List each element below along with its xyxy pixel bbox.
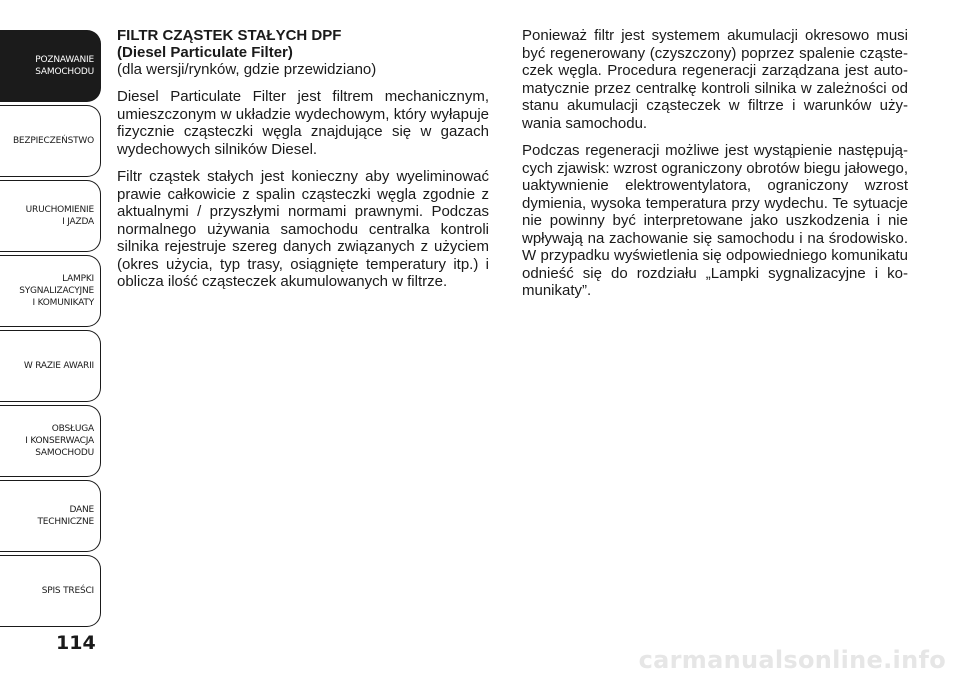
tab-obsluga-i-konserwacja[interactable]: OBSŁUGA I KONSERWACJA SAMOCHODU — [0, 405, 101, 477]
tab-bezpieczenstwo[interactable]: BEZPIECZEŃSTWO — [0, 105, 101, 177]
paragraph: Podczas regeneracji możliwe jest wystąpienie następujących zjawisk: wzrost ograniczony obrotów biegu jałowego, uaktywnienie elektrowentylatora, ograniczony wzrost dymienia, wysoka temperatura przy wydechu. Te sytuacje nie powinny być interpretowane jako uszkodzenia i nie wpływają na zachowanie się samochodu i na środowisko. W przypadku wyświetlenia się odpowiedniego komunikatu odnieść się do rozdziału „Lampki sygnalizacyjne i komunikaty”. — [522, 142, 909, 299]
page-number: 114 — [56, 632, 96, 654]
tab-poznawanie-samochodu[interactable]: POZNAWANIE SAMOCHODU — [0, 30, 101, 102]
tab-spis-tresci[interactable]: SPIS TREŚCI — [0, 555, 101, 627]
paragraph: Filtr cząstek stałych jest konieczny aby wyeliminować prawie całkowicie z spalin cząsteczki węgla zgodnie z aktualnymi / przyszłymi normami prawnymi. Podczas normalnego używania samochodu centralka kontroli silnika rejestruje szereg danych związanych z użyciem (okres użycia, typ trasy, osiągnięte temperatury itp.) i oblicza ilość cząsteczek akumulowanych w filtrze. — [117, 168, 489, 290]
availability-note: (dla wersji/rynków, gdzie przewidziano) — [117, 61, 377, 78]
section-subtitle: (Diesel Particulate Filter) — [117, 44, 293, 61]
paragraph: Ponieważ filtr jest systemem akumulacji okresowo musi być regenerowany (czyszczony) poprzez spalenie cząsteczek węgla. Procedura regeneracji zarządzana jest automatycznie przez centralkę kontroli silnika w zależności od stanu akumulacji cząsteczek w filtrze i warunków używania samochodu. — [522, 27, 908, 132]
left-column — [117, 27, 489, 301]
section-title: FILTR CZĄSTEK STAŁYCH DPF — [117, 27, 342, 44]
tab-uruchomienie-i-jazda[interactable]: URUCHOMIENIE I JAZDA — [0, 180, 101, 252]
tab-w-razie-awarii[interactable]: W RAZIE AWARII — [0, 330, 101, 402]
paragraph: Diesel Particulate Filter jest filtrem mechanicznym, umieszczonym w układzie wydechowym, który wyłapuje fizycznie cząsteczki węgla znajdujące się w gazach wydechowych silników Diesel. — [117, 88, 489, 158]
tab-lampki-sygnalizacyjne[interactable]: LAMPKI SYGNALIZACYJNE I KOMUNIKATY — [0, 255, 101, 327]
watermark: carmanualsonline.info — [638, 646, 946, 674]
tab-dane-techniczne[interactable]: DANE TECHNICZNE — [0, 480, 101, 552]
right-column — [522, 27, 908, 310]
